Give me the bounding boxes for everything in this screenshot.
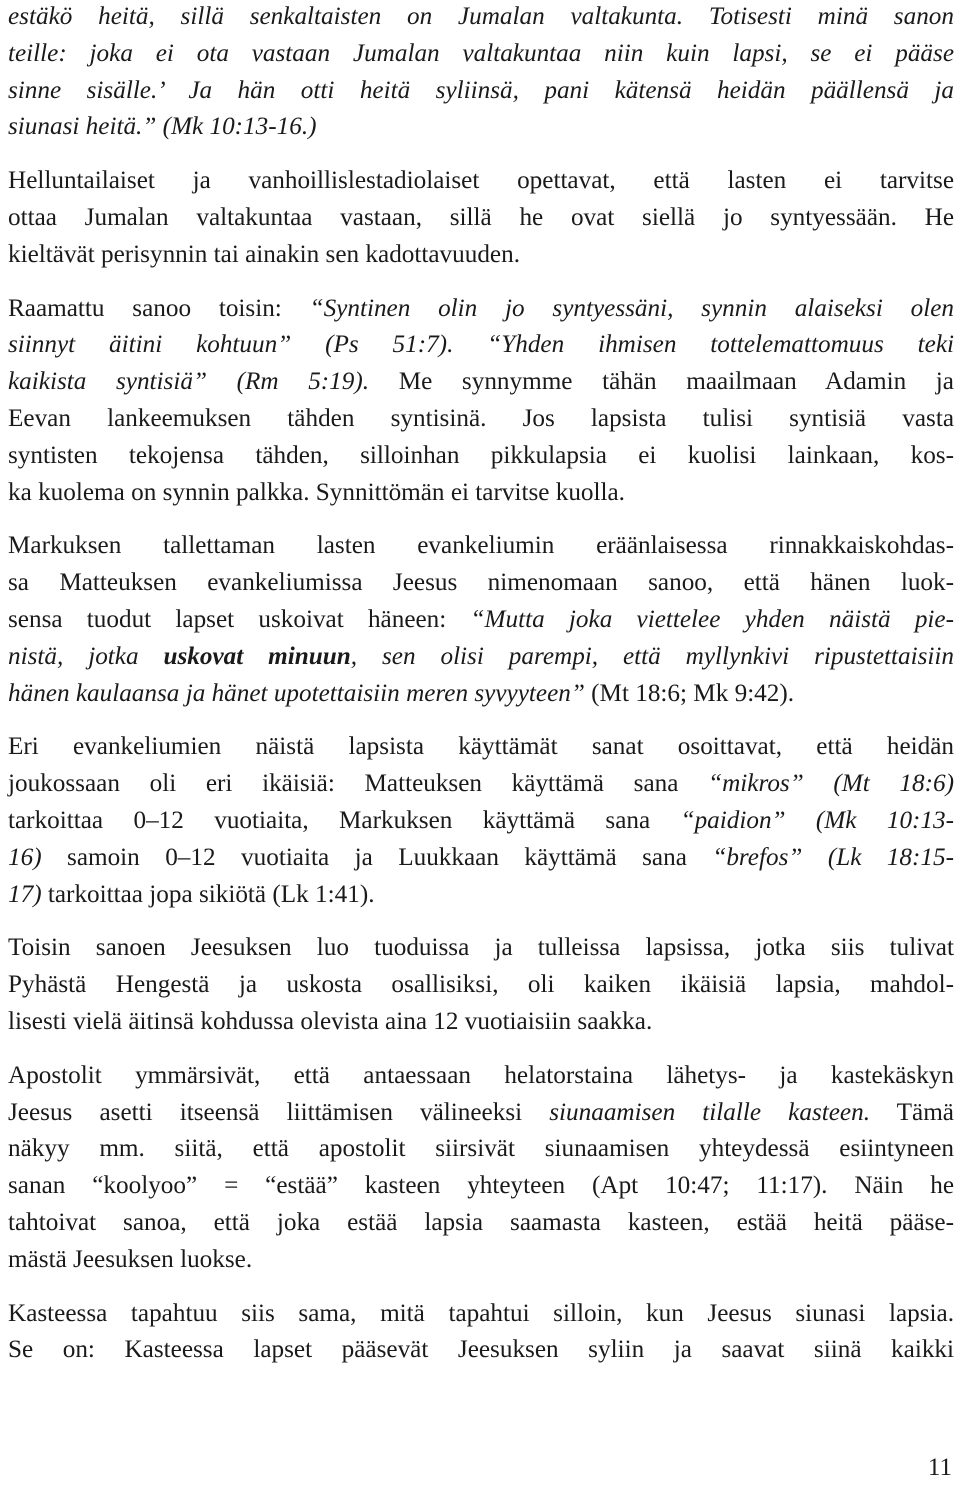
text-line — [8, 438, 954, 475]
text-line — [8, 1296, 954, 1333]
text-line — [8, 475, 954, 512]
text-run: (Mt 18:6; Mk 9:42). — [584, 679, 795, 707]
text-run: Se on: Kasteessa lapset pääsevät Jeesuksen syliin ja saavat siinä kaikki — [8, 1336, 954, 1364]
italic-run: , sen olisi parempi, että myllynkivi ripustettaisiin — [350, 642, 955, 670]
text-line — [8, 1004, 954, 1041]
text-run: samoin 0–12 vuotiaita ja Luukkaan käyttämä sana — [41, 843, 713, 871]
text-run: Kasteessa tapahtuu siis sama, mitä tapahtui silloin, kun Jeesus siunasi lapsia. — [8, 1299, 954, 1327]
text-line — [8, 237, 954, 274]
italic-run: sinne sisälle.’ Ja hän otti heitä syliinsä, pani kätensä heidän päällensä ja — [8, 76, 954, 104]
text-run: sensa tuodut lapset uskoivat häneen: — [8, 605, 471, 633]
italic-run: “mikros” (Mt 18:6) — [708, 770, 954, 798]
text-line — [8, 877, 954, 914]
italic-run: kaikista syntisiä” (Rm 5:19). — [8, 368, 370, 396]
paragraph — [8, 1296, 954, 1370]
text-line — [8, 1168, 954, 1205]
text-run: joukossaan oli eri ikäisiä: Matteuksen käyttämä sana — [8, 770, 709, 798]
text-line — [8, 1058, 954, 1095]
text-run: Raamattu sanoo toisin: — [8, 294, 310, 322]
text-line — [8, 930, 954, 967]
text-line — [8, 1205, 954, 1242]
text-line — [8, 528, 954, 565]
paragraph — [8, 163, 954, 273]
paragraph — [8, 528, 954, 712]
text-run: Tämä — [870, 1098, 954, 1126]
text-run: tarkoittaa 0–12 vuotiaita, Markuksen käyttämä sana — [8, 806, 681, 834]
text-line — [8, 0, 954, 36]
italic-run: “paidion” (Mk 10:13- — [680, 806, 954, 834]
text-run: kieltävät perisynnin tai ainakin sen kadottavuuden. — [8, 240, 521, 268]
text-line — [8, 676, 954, 713]
text-line — [8, 729, 954, 766]
italic-run: hänen kaulaansa ja hänet upotettaisiin meren syvyyteen” — [8, 679, 585, 707]
text-run: mästä Jeesuksen luokse. — [8, 1245, 253, 1273]
text-line — [8, 73, 954, 110]
text-run: Apostolit ymmärsivät, että antaessaan helatorstaina lähetys- ja kastekäskyn — [8, 1061, 954, 1089]
paragraph — [8, 0, 954, 146]
text-run: lisesti vielä äitinsä kohdussa olevista aina 12 vuotiaisiin saakka. — [8, 1007, 653, 1035]
paragraph — [8, 930, 954, 1040]
italic-run: “Mutta joka viettelee yhden näistä pie- — [470, 605, 954, 633]
italic-run: 17) — [8, 880, 42, 908]
italic-run: siunaamisen tilalle kasteen. — [549, 1098, 870, 1126]
text-run: sanan “koolyoo” = “estää” kasteen yhteyteen (Apt 10:47; 11:17). Näin he — [8, 1172, 954, 1200]
text-line — [8, 1131, 954, 1168]
italic-run: “brefos” (Lk 18:15- — [712, 843, 954, 871]
text-run: Pyhästä Hengestä ja uskosta osallisiksi, oli kaiken ikäisiä lapsia, mahdol- — [8, 971, 954, 999]
paragraph — [8, 291, 954, 512]
text-run: ottaa Jumalan valtakuntaa vastaan, sillä he ovat siellä jo syntyessään. He — [8, 203, 954, 231]
text-run: sa Matteuksen evankeliumissa Jeesus nimenomaan sanoo, että hänen luok- — [8, 569, 954, 597]
text-line — [8, 840, 954, 877]
text-run: Toisin sanoen Jeesuksen luo tuoduissa ja tulleissa lapsissa, jotka siis tulivat — [8, 934, 954, 962]
text-run: Jeesus asetti itseensä liittämisen välineeksi — [8, 1098, 550, 1126]
document-page — [8, 0, 954, 1386]
text-line — [8, 602, 954, 639]
italic-run: siunasi heitä.” (Mk 10:13-16.) — [8, 113, 317, 141]
text-run: näkyy mm. siitä, että apostolit siirsivät siunaamisen yhteydessä esiintyneen — [8, 1135, 954, 1163]
text-line — [8, 565, 954, 602]
text-line — [8, 803, 954, 840]
text-line — [8, 109, 954, 146]
text-line — [8, 200, 954, 237]
italic-run: “Syntinen olin jo syntyessäni, synnin alaiseksi olen — [309, 294, 954, 322]
italic-run: estäkö heitä, sillä senkaltaisten on Jumalan valtakunta. Totisesti minä sanon — [8, 3, 954, 30]
text-run: Eri evankeliumien näistä lapsista käyttämät sanat osoittavat, että heidän — [8, 733, 954, 761]
text-run: Helluntailaiset ja vanhoillislestadiolaiset opettavat, että lasten ei tarvitse — [8, 167, 954, 195]
text-line — [8, 967, 954, 1004]
text-run: tarkoittaa jopa sikiötä (Lk 1:41). — [41, 880, 375, 908]
text-line — [8, 291, 954, 328]
paragraph — [8, 1058, 954, 1279]
italic-run: nistä, jotka — [8, 642, 164, 670]
text-line — [8, 766, 954, 803]
page-number: 11 — [927, 1454, 952, 1481]
text-line — [8, 36, 954, 73]
text-run: tahtoivat sanoa, että joka estää lapsia saamasta kasteen, estää heitä pääse- — [8, 1208, 954, 1236]
text-line — [8, 639, 954, 676]
emphasis-text: uskovat minuun — [163, 642, 351, 670]
paragraph — [8, 729, 954, 913]
text-line — [8, 1242, 954, 1279]
text-run: Eevan lankeemuksen tähden syntisinä. Jos lapsista tulisi syntisiä vasta — [8, 404, 954, 432]
text-line — [8, 1095, 954, 1132]
italic-run: 16) — [8, 843, 42, 871]
text-line — [8, 401, 954, 438]
text-line — [8, 1332, 954, 1369]
text-line — [8, 364, 954, 401]
text-run: Me synnymme tähän maailmaan Adamin ja — [369, 368, 954, 396]
text-run: syntisten tekojensa tähden, silloinhan pikkulapsia ei kuolisi lainkaan, kos- — [8, 441, 954, 469]
italic-run: siinnyt äitini kohtuun” (Ps 51:7). “Yhden ihmisen tottelemattomuus teki — [8, 331, 954, 359]
text-run: ka kuolema on synnin palkka. Synnittömän ei tarvitse kuolla. — [8, 478, 625, 506]
text-run: Markuksen tallettaman lasten evankeliumin eräänlaisessa rinnakkaiskohdas- — [8, 532, 954, 560]
italic-bold-run — [163, 643, 350, 670]
italic-run: teille: joka ei ota vastaan Jumalan valtakuntaa niin kuin lapsi, se ei pääse — [8, 39, 954, 67]
text-line — [8, 163, 954, 200]
text-line — [8, 327, 954, 364]
